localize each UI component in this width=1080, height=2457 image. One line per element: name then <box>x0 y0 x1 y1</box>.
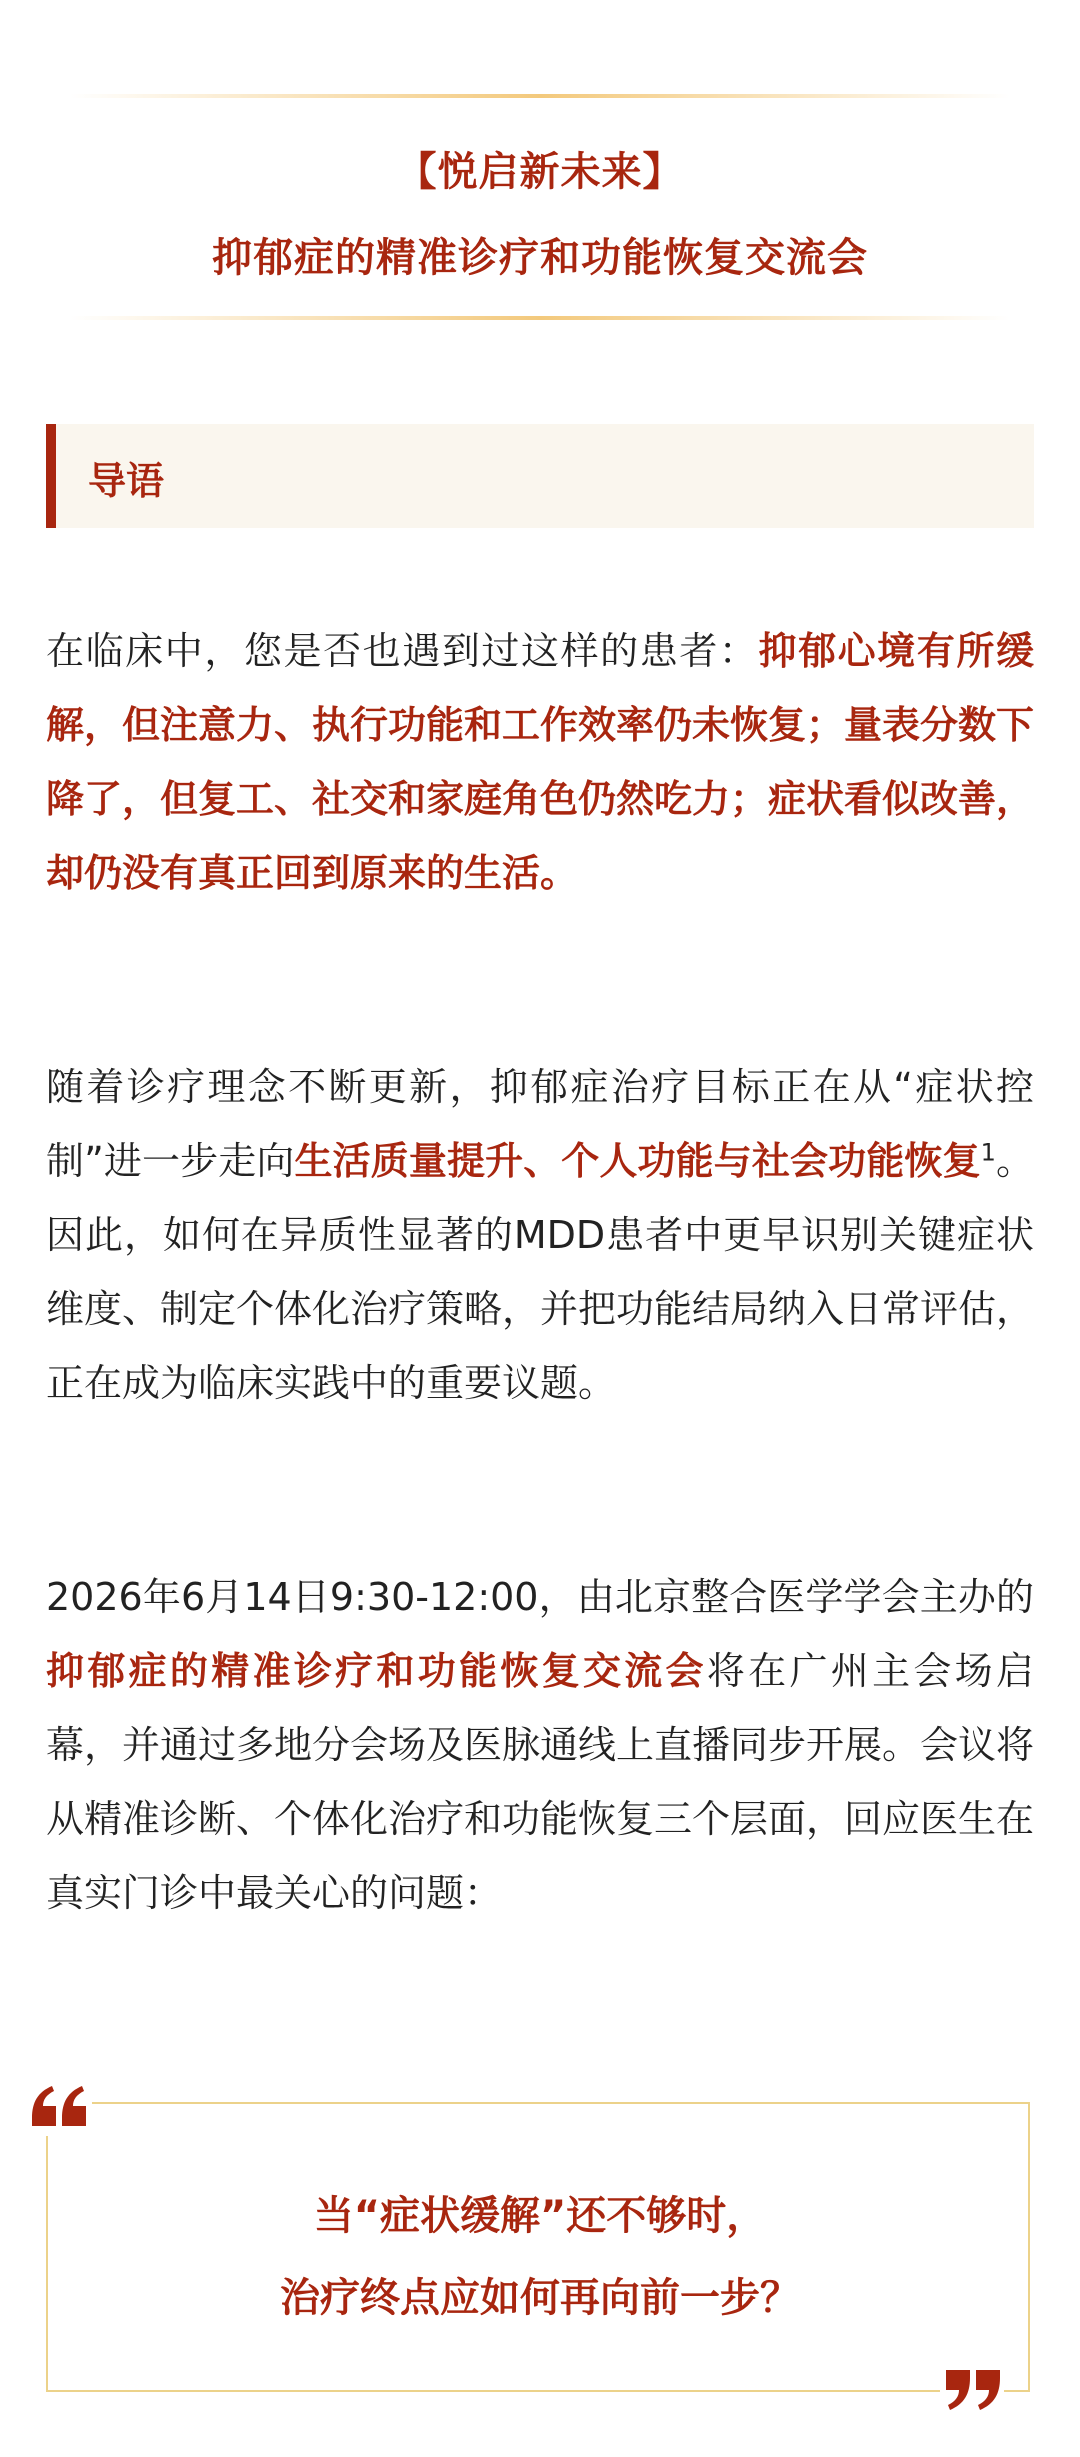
section-header <box>46 424 1034 528</box>
quote-box <box>46 2102 1030 2392</box>
quote-open-icon <box>28 2066 92 2136</box>
p1-highlight: 抑郁心境有所缓解，但注意力、执行功能和工作效率仍未恢复；量表分数下降了，但复工、社交和家庭角色仍然吃力；症状看似改善，却仍没有真正回到原来的生活。 <box>46 629 1035 895</box>
gold-divider-top <box>70 94 1010 98</box>
intro-paragraph-3 <box>46 1560 1034 1930</box>
footnote-ref[interactable]: 1 <box>980 1138 996 1167</box>
intro-paragraph-1 <box>46 614 1034 910</box>
p3-highlight: 抑郁症的精准诊疗和功能恢复交流会 <box>46 1649 707 1693</box>
section-accent-bar <box>46 424 56 528</box>
quote-close-icon <box>940 2360 1004 2430</box>
quote-line-2: 治疗终点应如何再向前一步？ <box>280 2275 800 2321</box>
quote-line-1: 当“症状缓解”还不够时， <box>313 2193 767 2239</box>
section-title: 导语 <box>88 459 165 503</box>
p1-lead: 在临床中，您是否也遇到过这样的患者： <box>46 629 759 673</box>
p2-lead: 随着诊疗理念不断更新，抑郁症治疗目标正在从“症状控制”进一步走向 <box>46 1065 1034 1183</box>
p2-highlight: 生活质量提升、个人功能与社会功能恢复 <box>294 1139 981 1183</box>
gold-divider-bottom <box>70 316 1010 320</box>
title-line-1: 【悦启新未来】 <box>396 149 684 195</box>
intro-paragraph-2 <box>46 1050 1034 1420</box>
p3-lead: 2026年6月14日9:30-12:00，由北京整合医学学会主办的 <box>46 1575 1034 1619</box>
title-line-2: 抑郁症的精准诊疗和功能恢复交流会 <box>212 235 868 281</box>
p2-tail: 。因此，如何在异质性显著的MDD患者中更早识别关键症状维度、制定个体化治疗策略，并把功能结局纳入日常评估，正在成为临床实践中的重要议题。 <box>46 1139 1035 1405</box>
p3-tail: 将在广州主会场启幕，并通过多地分会场及医脉通线上直播同步开展。会议将从精准诊断、个体化治疗和功能恢复三个层面，回应医生在真实门诊中最关心的问题： <box>46 1649 1035 1915</box>
